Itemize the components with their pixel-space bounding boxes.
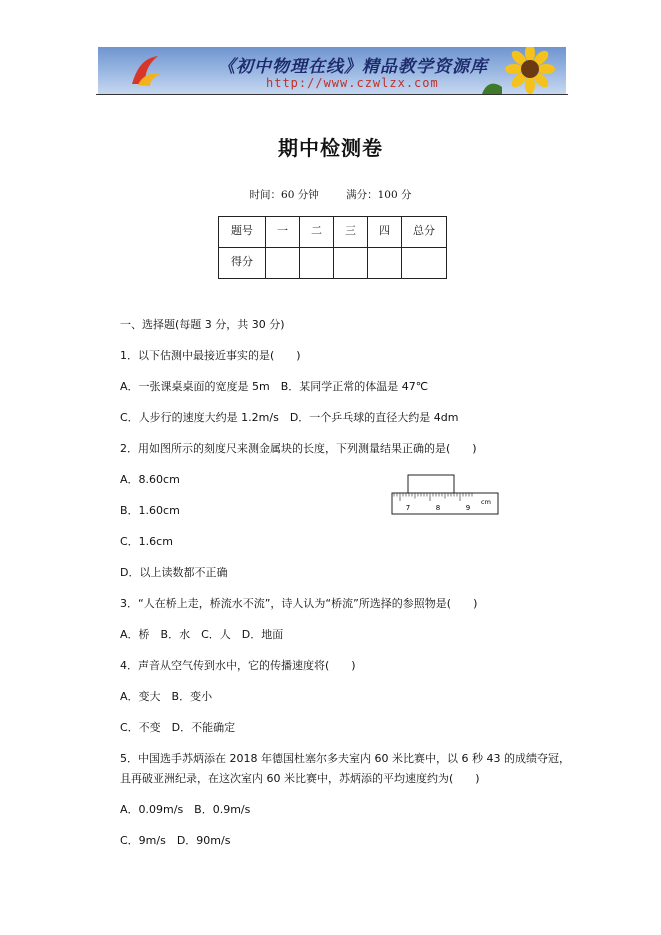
option-line: A．8.60cm xyxy=(120,473,180,486)
score-header-cell: 题号 xyxy=(219,217,266,248)
ruler-tick-label: 7 xyxy=(405,504,411,512)
score-table-row xyxy=(219,248,447,279)
score-row-label: 得分 xyxy=(219,248,266,279)
score-header-cell: 二 xyxy=(300,217,334,248)
sunflower-icon xyxy=(472,47,562,94)
score-table-header-row xyxy=(219,217,447,248)
option-line: C．1.6cm xyxy=(120,535,173,548)
score-header-cell: 总分 xyxy=(402,217,447,248)
option-line: C．人步行的速度大约是 1.2m/s D．一个乒乓球的直径大约是 4dm xyxy=(120,411,459,424)
ruler-tick-label: 8 xyxy=(435,504,441,512)
option-line: A．桥 B．水 C．人 D．地面 xyxy=(120,628,284,641)
ruler-figure xyxy=(390,472,502,516)
score-cell[interactable] xyxy=(300,248,334,279)
logo-icon xyxy=(128,54,162,88)
score-cell[interactable] xyxy=(334,248,368,279)
exam-full-score: 满分：100 分 xyxy=(346,189,412,201)
exam-meta xyxy=(0,187,661,202)
banner-url[interactable]: http://www.czwlzx.com xyxy=(266,76,439,90)
metal-block xyxy=(408,475,454,493)
option-line: C．不变 D．不能确定 xyxy=(120,721,236,734)
score-cell[interactable] xyxy=(368,248,402,279)
score-cell[interactable] xyxy=(402,248,447,279)
option-line: D．以上读数都不正确 xyxy=(120,566,228,579)
option-line: A．0.09m/s B．0.9m/s xyxy=(120,803,251,816)
option-line: C．9m/s D．90m/s xyxy=(120,834,231,847)
banner-title: 《初中物理在线》精品教学资源库 xyxy=(218,57,488,77)
option-line: A．一张课桌桌面的宽度是 5m B．某同学正常的体温是 47℃ xyxy=(120,380,429,393)
ruler-unit: cm xyxy=(481,498,491,506)
question-line: 4．声音从空气传到水中，它的传播速度将( ) xyxy=(120,659,356,672)
score-cell[interactable] xyxy=(266,248,300,279)
score-table xyxy=(218,216,447,279)
question-line: 1．以下估测中最接近事实的是( ) xyxy=(120,349,301,362)
ruler-tick-label: 9 xyxy=(465,504,471,512)
exam-time: 时间：60 分钟 xyxy=(249,189,319,201)
question-line: 3．“人在桥上走，桥流水不流”，诗人认为“桥流”所选择的参照物是( ) xyxy=(120,597,478,610)
section-heading: 一、选择题(每题 3 分，共 30 分) xyxy=(120,318,285,331)
option-line: A．变大 B．变小 xyxy=(120,690,213,703)
score-header-cell: 三 xyxy=(334,217,368,248)
question-line: 5．中国选手苏炳添在 2018 年德国杜塞尔多夫室内 60 米比赛中，以 6 秒 43 的成绩夺冠， xyxy=(120,752,570,765)
header-banner xyxy=(98,47,566,94)
page-title: 期中检测卷 xyxy=(278,136,383,160)
question-line: 且再破亚洲纪录，在这次室内 60 米比赛中，苏炳添的平均速度约为( ) xyxy=(120,772,480,785)
banner-divider xyxy=(96,94,568,95)
score-header-cell: 四 xyxy=(368,217,402,248)
option-line: B．1.60cm xyxy=(120,504,180,517)
question-line: 2．用如图所示的刻度尺来测金属块的长度，下列测量结果正确的是( ) xyxy=(120,442,477,455)
score-header-cell: 一 xyxy=(266,217,300,248)
